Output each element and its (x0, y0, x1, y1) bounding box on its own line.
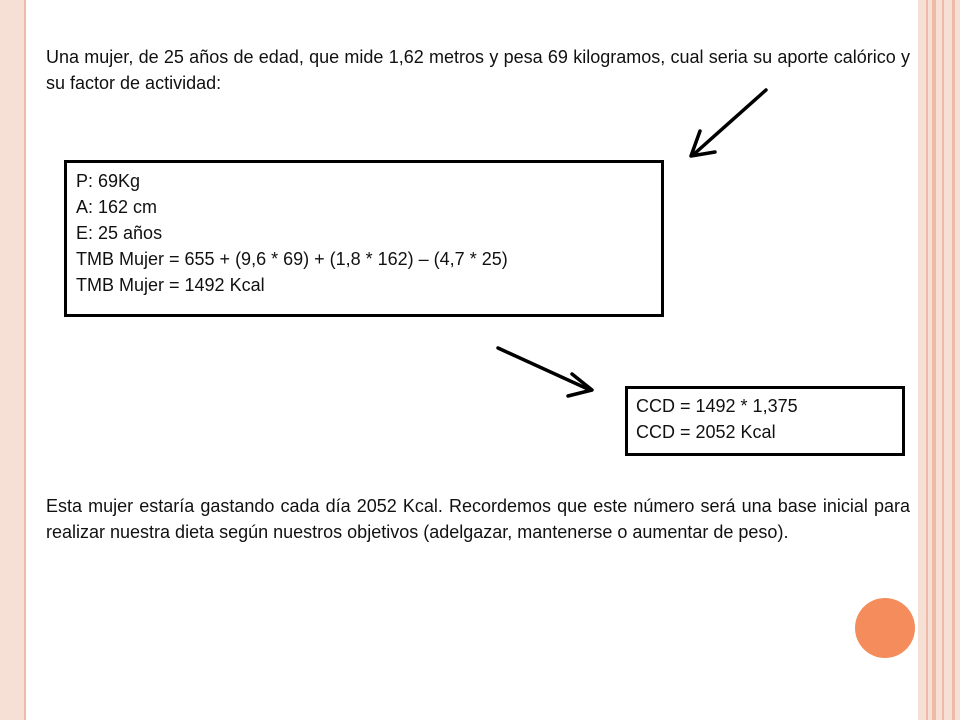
conclusion-paragraph: Esta mujer estaría gastando cada día 2052 Kcal. Recordemos que este número será una base inicial para realizar nuestra dieta según nuestros objetivos (adelgazar, mantenerse o aumentar de peso). (46, 496, 910, 542)
ccd-line-equation: CCD = 1492 * 1,375 (636, 396, 798, 416)
formula-line-weight: P: 69Kg (76, 171, 141, 191)
formula-box (64, 160, 664, 317)
formula-line-height: A: 162 cm (76, 197, 158, 217)
arrow-down-left-icon (691, 90, 766, 156)
ccd-box (625, 386, 905, 456)
formula-line-tmb-result: TMB Mujer = 1492 Kcal (76, 275, 265, 295)
formula-line-age: E: 25 años (76, 223, 163, 243)
intro-paragraph: Una mujer, de 25 años de edad, que mide 1,62 metros y pesa 69 kilogramos, cual seria su aporte calórico y su factor de actividad: (46, 47, 910, 93)
ccd-line-result: CCD = 2052 Kcal (636, 422, 776, 442)
arrow-down-right-icon (498, 348, 592, 396)
formula-line-tmb-equation: TMB Mujer = 655 + (9,6 * 69) + (1,8 * 162) – (4,7 * 25) (76, 249, 508, 269)
